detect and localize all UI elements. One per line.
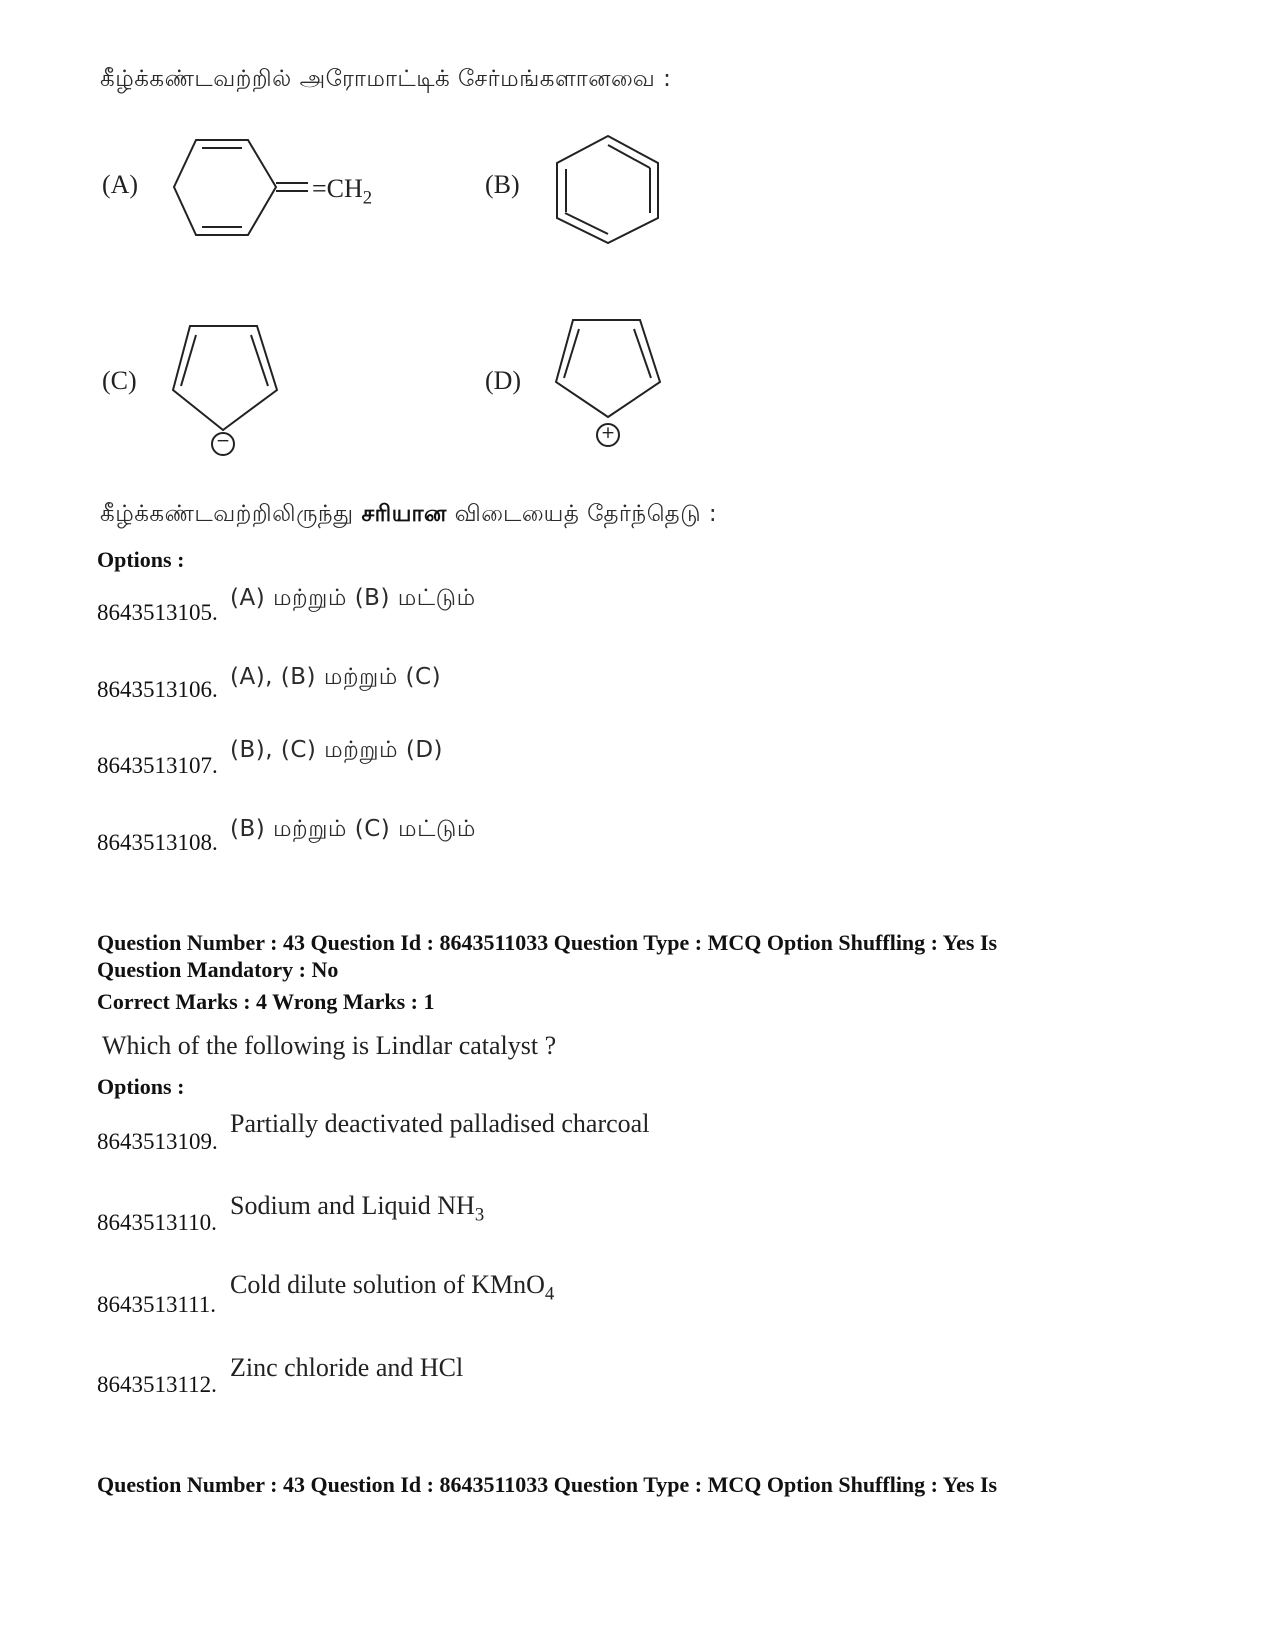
option-id: 8643513112. — [97, 1372, 217, 1397]
option-text[interactable] — [230, 1270, 554, 1306]
option-id: 8643513110. — [97, 1210, 217, 1235]
structure-a-label: (A) — [102, 170, 139, 199]
option-id: 8643513105. — [97, 600, 218, 625]
question-header-line1: Question Number : 43 Question Id : 8643511033 Question Type : MCQ Option Shuffling : Yes Is — [97, 930, 998, 955]
select-prefix: கீழ்க்கண்டவற்றிலிருந்து — [100, 501, 354, 527]
option-id: 8643513109. — [97, 1129, 218, 1154]
option-text[interactable]: (A), (B) மற்றும் (C) — [230, 664, 442, 690]
structure-c-label: (C) — [102, 366, 137, 395]
option-text[interactable] — [230, 1191, 484, 1227]
structure-b-benzene — [550, 133, 670, 248]
option-text[interactable]: (B), (C) மற்றும் (D) — [230, 737, 444, 763]
option-subscript: 4 — [544, 1283, 555, 1305]
ch-subscript: 2 — [362, 187, 373, 209]
question-header-line2: Question Mandatory : No — [97, 957, 339, 982]
option-text-main: Sodium and Liquid NH — [230, 1191, 475, 1220]
option-text[interactable]: Zinc chloride and HCl — [230, 1353, 464, 1382]
select-suffix: விடையைத் தேர்ந்தெடு : — [454, 501, 718, 527]
structure-d-label: (D) — [485, 366, 522, 395]
select-instruction-tamil — [100, 501, 717, 530]
plus-charge-icon: + — [600, 423, 616, 443]
option-id: 8643513107. — [97, 753, 218, 778]
select-bold-word: சரியான — [361, 501, 447, 527]
question-text-tamil: கீழ்க்கண்டவற்றில் அரோமாட்டிக் சேர்மங்களானவை : — [100, 66, 672, 92]
option-id: 8643513106. — [97, 677, 218, 702]
option-id: 8643513108. — [97, 830, 218, 855]
option-subscript: 3 — [474, 1204, 485, 1226]
structure-b-label: (B) — [485, 170, 520, 199]
options-label-q43: Options : — [97, 1074, 185, 1099]
minus-charge-icon: − — [215, 431, 231, 451]
marks-line: Correct Marks : 4 Wrong Marks : 1 — [97, 989, 435, 1014]
ch-text: =CH — [312, 174, 363, 203]
question-header-repeat: Question Number : 43 Question Id : 8643511033 Question Type : MCQ Option Shuffling : Yes Is — [97, 1472, 998, 1497]
option-text-main: Cold dilute solution of KMnO — [230, 1270, 545, 1299]
options-label-q42: Options : — [97, 547, 185, 572]
option-text[interactable]: (B) மற்றும் (C) மட்டும் — [230, 816, 476, 842]
option-text[interactable]: (A) மற்றும் (B) மட்டும் — [230, 585, 476, 611]
option-id: 8643513111. — [97, 1292, 217, 1317]
question-text: Which of the following is Lindlar catalyst ? — [102, 1031, 557, 1060]
option-text[interactable]: Partially deactivated palladised charcoal — [230, 1109, 650, 1138]
structure-a-substituent — [312, 174, 372, 210]
